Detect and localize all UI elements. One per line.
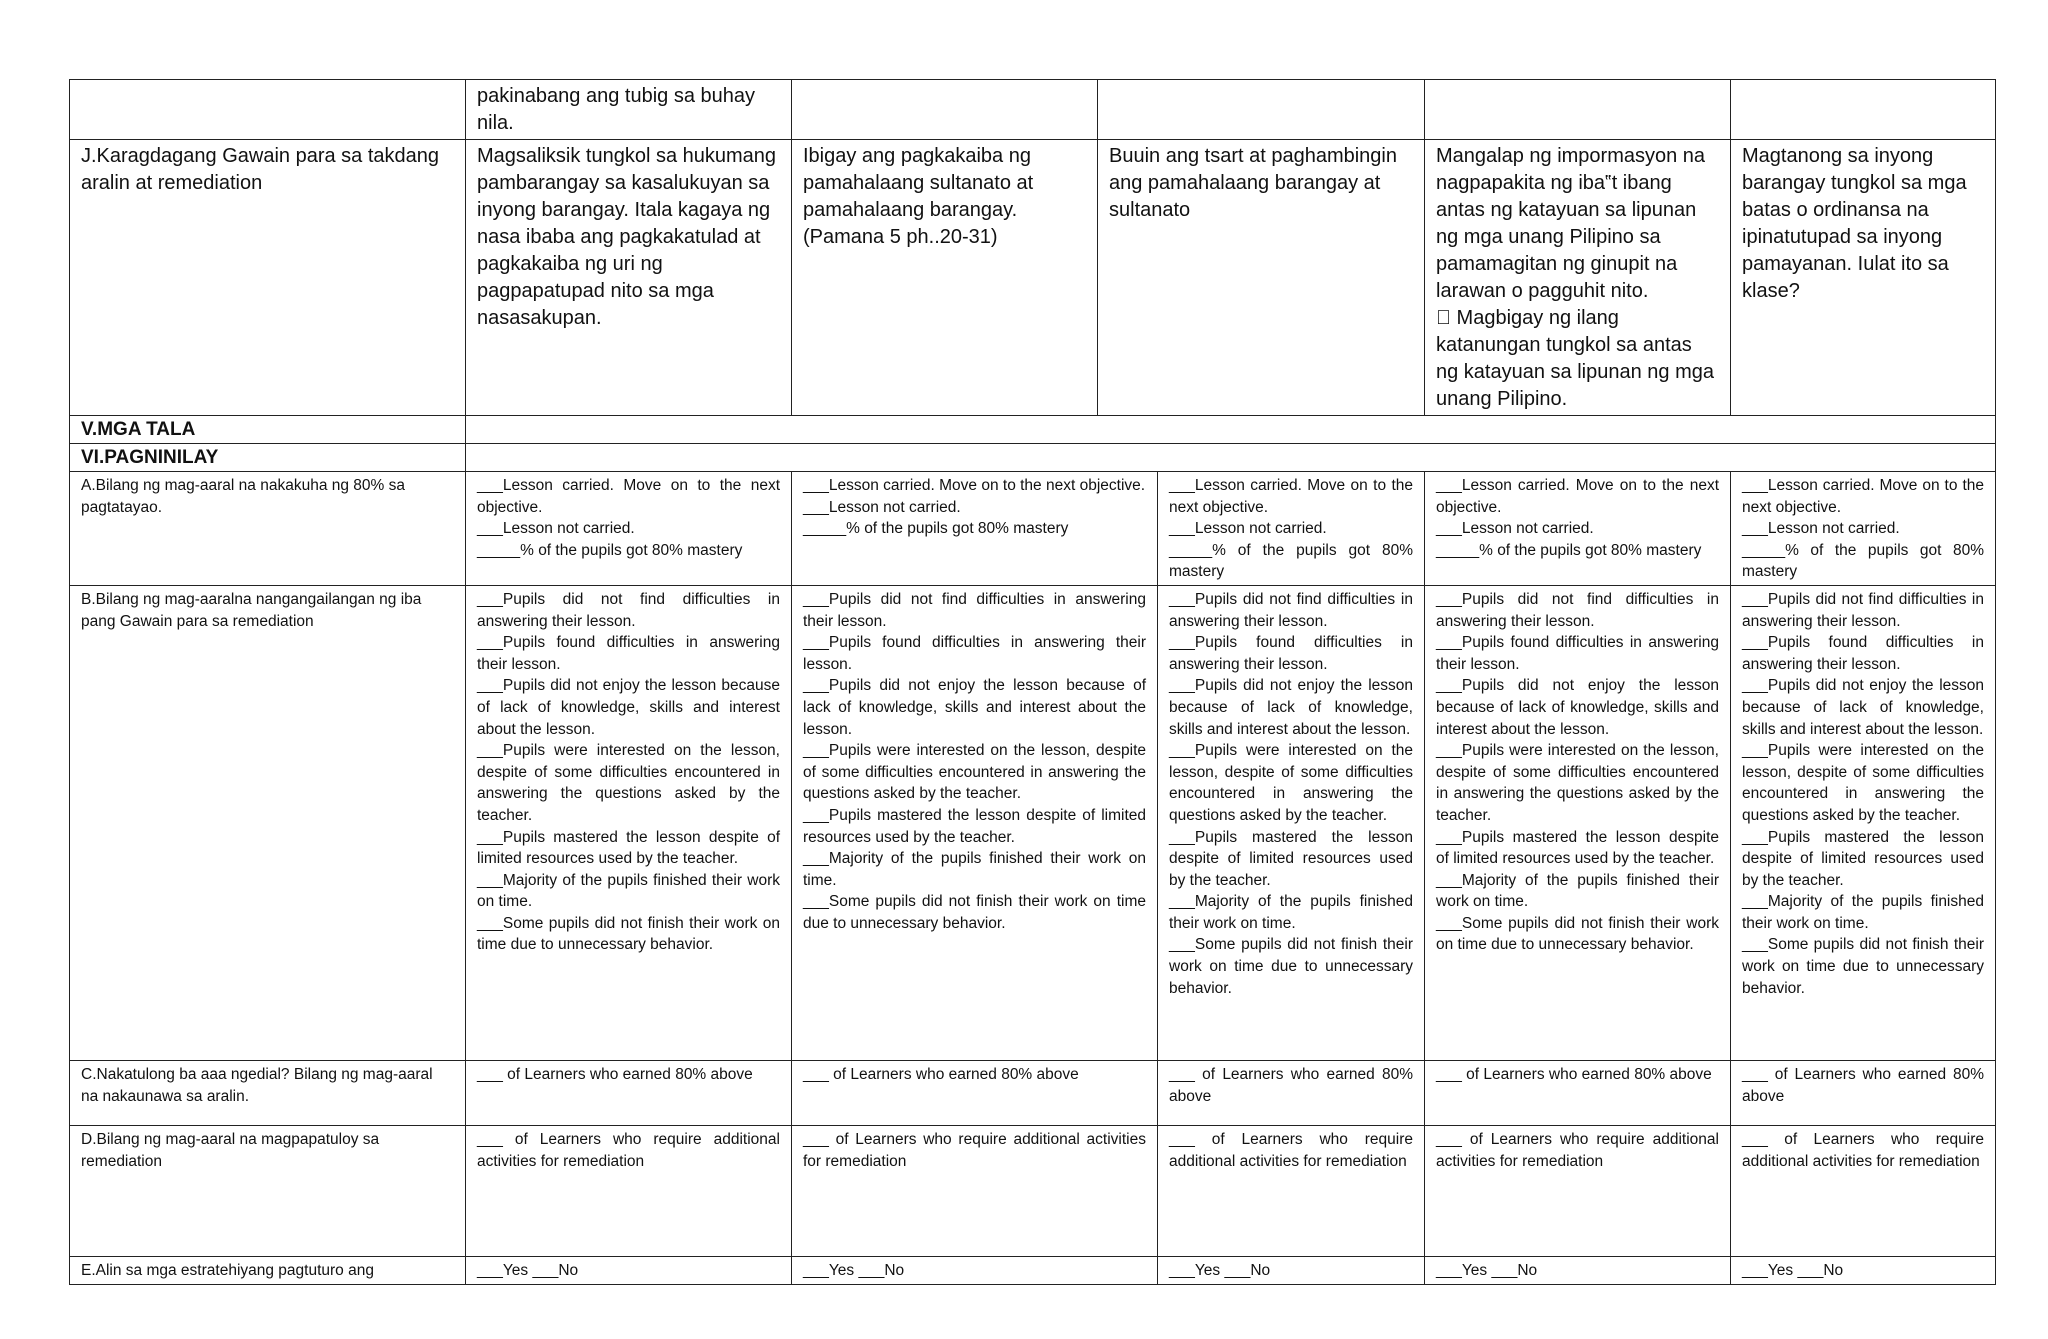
difficulty-option: ___Pupils mastered the lesson despite of limited resources used by the teacher.	[1169, 828, 1413, 889]
row-j-day4	[1425, 140, 1731, 416]
lesson-carried-text: ___Lesson carried. Move on to the next objective.	[1436, 477, 1719, 516]
row-d	[70, 1125, 1996, 1256]
difficulty-option: ___Pupils did not enjoy the lesson because of lack of knowledge, skills and interest about the lesson.	[1436, 677, 1719, 738]
row-j-day4-bullet:   Magbigay ng ilang katanungan tungkol sa antas ng katayuan sa lipunan ng mga unang Pilipino.	[1436, 307, 1714, 410]
difficulty-option: ___Majority of the pupils finished their work on time.	[1436, 871, 1719, 911]
lesson-carried-text: ___Lesson carried. Move on to the next objective.	[1742, 477, 1984, 516]
yes-option: ___Yes	[1436, 1261, 1488, 1279]
difficulty-option: ___Some pupils did not finish their work on time due to unnecessary behavior.	[477, 914, 780, 954]
row-a-day4	[1425, 472, 1731, 586]
difficulty-option: ___Pupils did not enjoy the lesson because of lack of knowledge, skills and interest about the lesson.	[1742, 677, 1984, 738]
difficulty-option: ___Pupils did not enjoy the lesson because of lack of knowledge, skills and interest about the lesson.	[803, 677, 1146, 738]
difficulty-option: ___Majority of the pupils finished their work on time.	[1742, 893, 1984, 932]
mastery-text: _____% of the pupils got 80% mastery	[803, 520, 1069, 538]
row-c-day4: ___ of Learners who earned 80% above	[1425, 1060, 1731, 1125]
row-j	[70, 140, 1996, 416]
row-d-label: D.Bilang ng mag-aaral na magpapatuloy sa remediation	[70, 1125, 466, 1256]
no-option: ___No	[532, 1261, 579, 1279]
row-d-day5: ___ of Learners who require additional activities for remediation	[1731, 1125, 1996, 1256]
row-c-day3: ___ of Learners who earned 80% above	[1158, 1060, 1425, 1125]
no-option: ___No	[1224, 1261, 1271, 1279]
difficulty-option: ___Pupils found difficulties in answering their lesson.	[477, 634, 780, 673]
row-a	[70, 472, 1996, 586]
difficulty-option: ___Pupils found difficulties in answering their lesson.	[803, 634, 1146, 673]
row-e-day5	[1731, 1256, 1996, 1284]
day3-cell	[1098, 80, 1425, 140]
row-j-day5: Magtanong sa inyong barangay tungkol sa mga batas o ordinansa na ipinatutupad sa inyong pamayanan. Iulat ito sa klase?	[1731, 140, 1996, 416]
lesson-not-carried-text: ___Lesson not carried.	[477, 520, 635, 538]
difficulty-option: ___Some pupils did not finish their work on time due to unnecessary behavior.	[803, 893, 1146, 932]
row-d-day3: ___ of Learners who require additional activities for remediation	[1158, 1125, 1425, 1256]
row-a-day5	[1731, 472, 1996, 586]
difficulty-option: ___Pupils mastered the lesson despite of limited resources used by the teacher.	[1742, 828, 1984, 889]
difficulty-option: ___Pupils did not find difficulties in answering their lesson.	[1742, 590, 1984, 630]
row-a-day3	[1158, 472, 1425, 586]
row-e-day4	[1425, 1256, 1731, 1284]
lesson-carried-text: ___Lesson carried. Move on to the next objective.	[1169, 477, 1413, 516]
lesson-carried-text: ___Lesson carried. Move on to the next objective.	[803, 477, 1146, 494]
difficulty-option: ___Majority of the pupils finished their work on time.	[803, 850, 1146, 889]
day4-cell	[1425, 80, 1731, 140]
no-option: ___No	[1797, 1261, 1844, 1279]
difficulty-option: ___Pupils did not find difficulties in answering their lesson.	[803, 590, 1146, 630]
difficulty-option: ___Majority of the pupils finished their work on time.	[477, 871, 780, 911]
difficulty-option: ___Some pupils did not finish their work on time due to unnecessary behavior.	[1742, 936, 1984, 997]
lesson-not-carried-text: ___Lesson not carried.	[1742, 520, 1900, 538]
difficulty-option: ___Pupils found difficulties in answering their lesson.	[1742, 634, 1984, 673]
row-label-cell	[70, 80, 466, 140]
row-b-day4	[1425, 585, 1731, 1060]
mastery-text: _____% of the pupils got 80% mastery	[1169, 541, 1413, 581]
yes-option: ___Yes	[1169, 1261, 1221, 1279]
row-c-day5: ___ of Learners who earned 80% above	[1731, 1060, 1996, 1125]
row-b-day2	[792, 585, 1158, 1060]
row-b-day5	[1731, 585, 1996, 1060]
mastery-text: _____% of the pupils got 80% mastery	[477, 541, 743, 559]
day5-cell	[1731, 80, 1996, 140]
difficulty-option: ___Some pupils did not finish their work on time due to unnecessary behavior.	[1436, 914, 1719, 954]
difficulty-option: ___Pupils were interested on the lesson, despite of some difficulties encountered in answering the questions asked by the teacher.	[477, 742, 780, 824]
lesson-not-carried-text: ___Lesson not carried.	[803, 498, 961, 516]
section-vi-label: VI.PAGNINILAY	[70, 444, 466, 472]
difficulty-option: ___Pupils were interested on the lesson, despite of some difficulties encountered in answering the questions asked by the teacher.	[1742, 742, 1984, 824]
row-e-day3	[1158, 1256, 1425, 1284]
row-d-day2: ___ of Learners who require additional activities for remediation	[792, 1125, 1158, 1256]
mastery-text: _____% of the pupils got 80% mastery	[1742, 541, 1984, 581]
row-c	[70, 1060, 1996, 1125]
row-j-day3: Buuin ang tsart at paghambingin ang pamahalaang barangay at sultanato	[1098, 140, 1425, 416]
row-b	[70, 585, 1996, 1060]
difficulty-option: ___Pupils found difficulties in answering their lesson.	[1169, 634, 1413, 673]
row-b-label: B.Bilang ng mag-aaralna nangangailangan ng iba pang Gawain para sa remediation	[70, 585, 466, 1060]
lesson-not-carried-text: ___Lesson not carried.	[1436, 520, 1594, 538]
row-c-day1: ___ of Learners who earned 80% above	[466, 1060, 792, 1125]
row-j-day4-text: Mangalap ng impormasyon na nagpapakita ng iba‟t ibang antas ng katayuan sa lipunan ng mga unang Pilipino sa pamamagitan ng ginupit na larawan o pagguhit nito.	[1436, 145, 1706, 302]
lesson-plan-table	[69, 79, 1996, 1285]
difficulty-option: ___Majority of the pupils finished their work on time.	[1169, 893, 1413, 932]
difficulty-option: ___Pupils did not find difficulties in answering their lesson.	[477, 590, 780, 630]
row-d-day1: ___ of Learners who require additional activities for remediation	[466, 1125, 792, 1256]
difficulty-option: ___Pupils mastered the lesson despite of limited resources used by the teacher.	[803, 806, 1146, 846]
row-e	[70, 1256, 1996, 1284]
day1-cell: pakinabang ang tubig sa buhay nila.	[466, 80, 792, 140]
yes-option: ___Yes	[477, 1261, 529, 1279]
difficulty-option: ___Pupils mastered the lesson despite of limited resources used by the teacher.	[1436, 828, 1719, 868]
section-v-row	[70, 416, 1996, 444]
lesson-carried-text: ___Lesson carried. Move on to the next objective.	[477, 477, 780, 516]
row-b-day3	[1158, 585, 1425, 1060]
difficulty-option: ___Pupils did not enjoy the lesson because of lack of knowledge, skills and interest about the lesson.	[1169, 677, 1413, 738]
section-vi-row	[70, 444, 1996, 472]
row-e-day2	[792, 1256, 1158, 1284]
difficulty-option: ___Pupils were interested on the lesson, despite of some difficulties encountered in answering the questions asked by the teacher.	[1436, 742, 1719, 824]
row-d-day4: ___ of Learners who require additional activities for remediation	[1425, 1125, 1731, 1256]
row-a-day1	[466, 472, 792, 586]
yes-option: ___Yes	[803, 1261, 855, 1279]
difficulty-option: ___Some pupils did not finish their work on time due to unnecessary behavior.	[1169, 936, 1413, 997]
difficulty-option: ___Pupils did not enjoy the lesson because of lack of knowledge, skills and interest about the lesson.	[477, 677, 780, 738]
row-j-day1: Magsaliksik tungkol sa hukumang pambarangay sa kasalukuyan sa inyong barangay. Itala kagaya ng nasa ibaba ang pagkakatulad at pagkakaiba ng uri ng pagpapatupad nito sa mga nasasakupan.	[466, 140, 792, 416]
mastery-text: _____% of the pupils got 80% mastery	[1436, 541, 1702, 559]
section-v-content	[466, 416, 1996, 444]
row-e-label: E.Alin sa mga estratehiyang pagtuturo ang	[70, 1256, 466, 1284]
section-v-label: V.MGA TALA	[70, 416, 466, 444]
row-c-label: C.Nakatulong ba aaa ngedial? Bilang ng mag-aaral na nakaunawa sa aralin.	[70, 1060, 466, 1125]
row-a-day2	[792, 472, 1158, 586]
row-c-day2: ___ of Learners who earned 80% above	[792, 1060, 1158, 1125]
day2-cell	[792, 80, 1098, 140]
row-j-day2: Ibigay ang pagkakaiba ng pamahalaang sultanato at pamahalaang barangay. (Pamana 5 ph..20-31)	[792, 140, 1098, 416]
difficulty-option: ___Pupils found difficulties in answering their lesson.	[1436, 634, 1719, 673]
yes-option: ___Yes	[1742, 1261, 1794, 1279]
row-a-label: A.Bilang ng mag-aaral na nakakuha ng 80% sa pagtatayao.	[70, 472, 466, 586]
difficulty-option: ___Pupils mastered the lesson despite of limited resources used by the teacher.	[477, 828, 780, 868]
lesson-plan-sheet	[69, 79, 1995, 1285]
difficulty-option: ___Pupils were interested on the lesson, despite of some difficulties encountered in answering the questions asked by the teacher.	[1169, 742, 1413, 824]
row-e-day1	[466, 1256, 792, 1284]
row-b-day1	[466, 585, 792, 1060]
difficulty-option: ___Pupils did not find difficulties in answering their lesson.	[1169, 590, 1413, 630]
difficulty-option: ___Pupils did not find difficulties in answering their lesson.	[1436, 590, 1719, 630]
row-j-label: J.Karagdagang Gawain para sa takdang aralin at remediation	[70, 140, 466, 416]
no-option: ___No	[858, 1261, 905, 1279]
section-vi-content	[466, 444, 1996, 472]
lesson-not-carried-text: ___Lesson not carried.	[1169, 520, 1327, 538]
continuation-row	[70, 80, 1996, 140]
difficulty-option: ___Pupils were interested on the lesson, despite of some difficulties encountered in answering the questions asked by the teacher.	[803, 742, 1146, 803]
no-option: ___No	[1491, 1261, 1538, 1279]
